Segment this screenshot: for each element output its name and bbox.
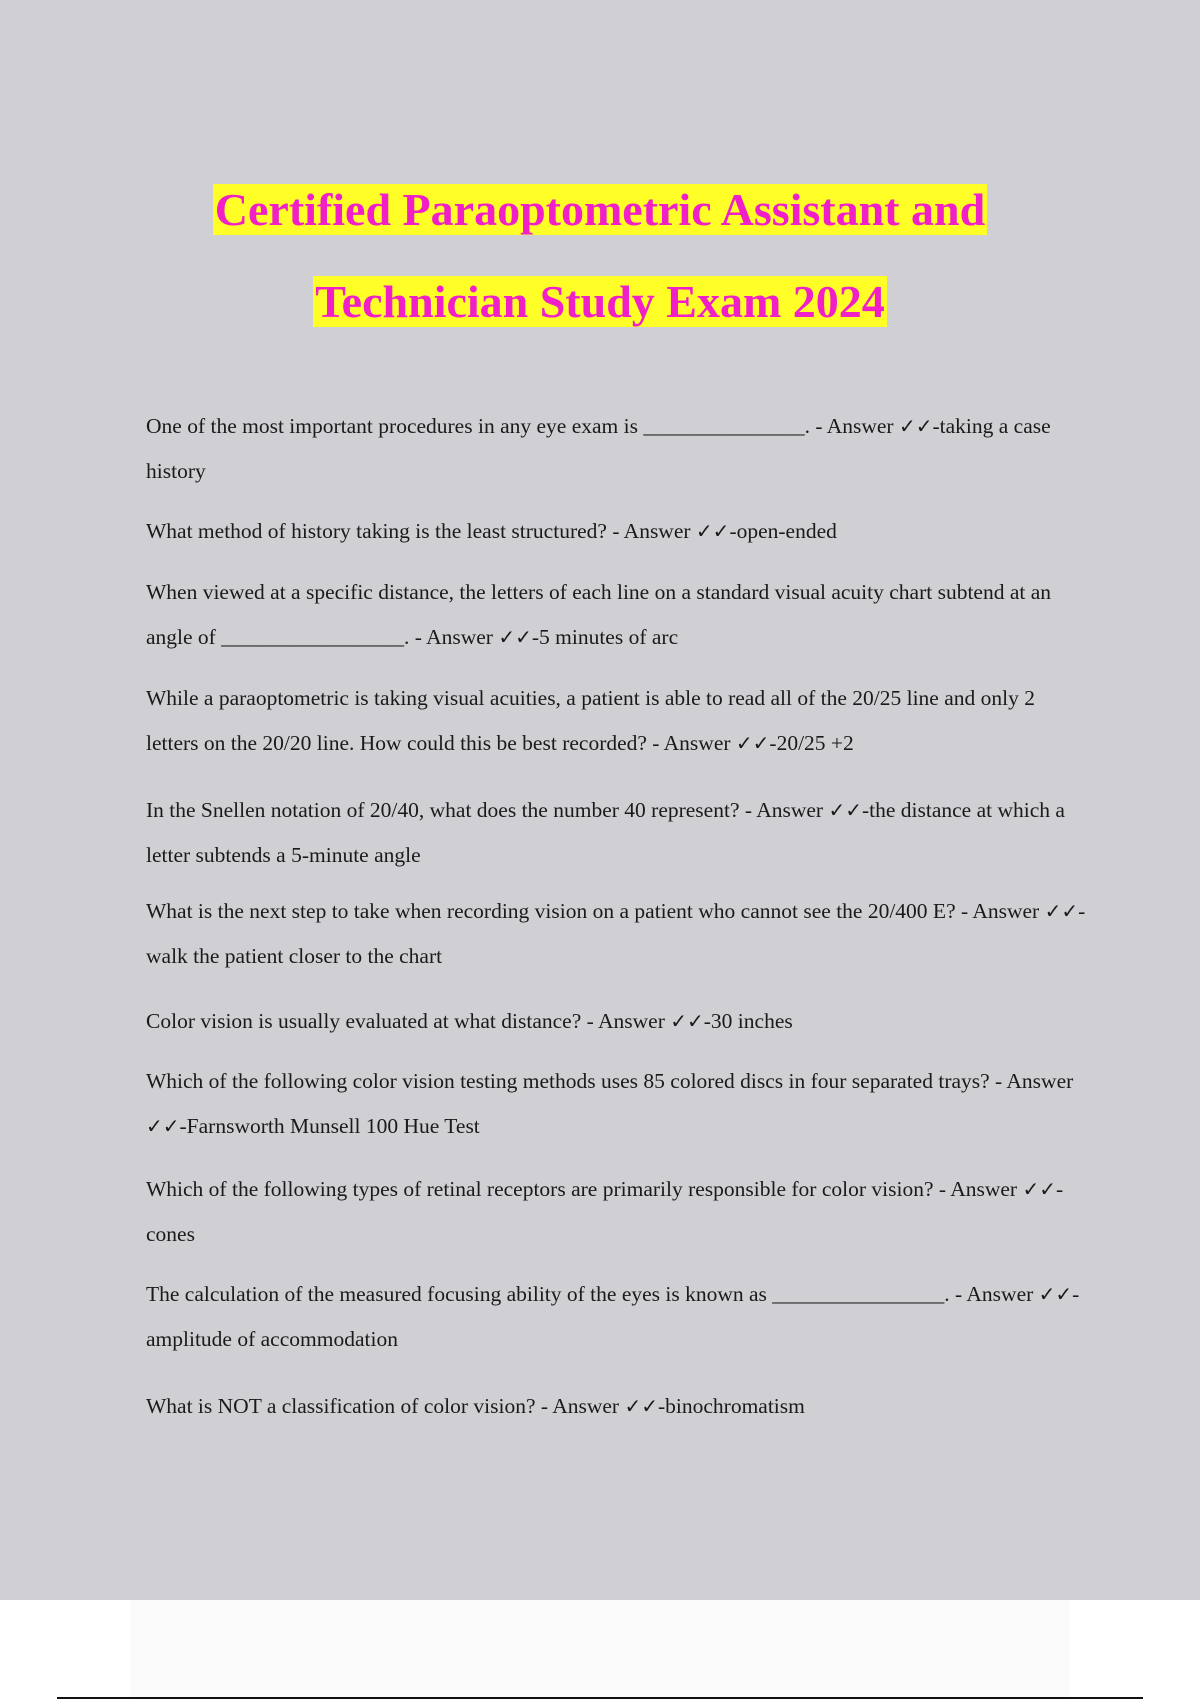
check-icon: ✓✓ [498, 625, 532, 649]
question-text: While a paraoptometric is taking visual acuities, a patient is able to read all of the 20/25 line and only 2 letters on the 20/20 line. How could this be best recorded? - Answer [146, 686, 1035, 755]
footer-shade [130, 1600, 1070, 1700]
answer-text: -cones [146, 1177, 1064, 1246]
qa-item-3 [146, 570, 1086, 660]
qa-item-1 [146, 404, 1086, 494]
check-icon: ✓✓ [898, 414, 933, 438]
check-icon: ✓✓ [624, 1394, 658, 1418]
question-text: Which of the following color vision testing methods uses 85 colored discs in four separated trays? - Answer [146, 1069, 1074, 1093]
check-icon: ✓✓ [828, 798, 862, 822]
check-icon: ✓✓ [1038, 1282, 1073, 1306]
check-icon: ✓✓ [146, 1114, 180, 1138]
answer-text: -Farnsworth Munsell 100 Hue Test [179, 1114, 480, 1138]
question-text: Color vision is usually evaluated at what distance? - Answer [146, 1009, 671, 1033]
answer-text: -walk the patient closer to the chart [146, 899, 1086, 968]
answer-text: -binochromatism [657, 1394, 805, 1418]
answer-text: -taking a case history [146, 414, 1051, 483]
qa-item-6 [146, 889, 1086, 979]
answer-text: -amplitude of accommodation [146, 1282, 1080, 1351]
footer-divider [57, 1697, 1143, 1699]
qa-item-4 [146, 676, 1086, 766]
qa-item-2 [146, 509, 1086, 554]
check-icon: ✓✓ [670, 1009, 704, 1033]
qa-item-8 [146, 1059, 1086, 1149]
answer-text: -open-ended [729, 519, 837, 543]
title-line-2: Technician Study Exam 2024 [315, 276, 885, 327]
qa-item-10 [146, 1272, 1086, 1362]
answer-text: -30 inches [703, 1009, 793, 1033]
qa-item-5 [146, 788, 1086, 878]
question-text: In the Snellen notation of 20/40, what does the number 40 represent? - Answer [146, 798, 829, 822]
check-icon: ✓✓ [1022, 1177, 1056, 1201]
question-text: What is the next step to take when recording vision on a patient who cannot see the 20/400 E? - Answer [146, 899, 1045, 923]
document-title [0, 164, 1200, 348]
question-text: When viewed at a specific distance, the letters of each line on a standard visual acuity chart subtend at an angle of _________________. - Answer [146, 580, 1052, 649]
question-text: The calculation of the measured focusing ability of the eyes is known as ________________. - Answer [146, 1282, 1039, 1306]
check-icon: ✓✓ [735, 731, 770, 755]
qa-item-11 [146, 1384, 1086, 1429]
title-line-1: Certified Paraoptometric Assistant and [214, 184, 986, 235]
qa-item-7 [146, 999, 1086, 1044]
check-icon: ✓✓ [695, 519, 730, 543]
question-text: Which of the following types of retinal receptors are primarily responsible for color vision? - Answer [146, 1177, 1023, 1201]
page-footer-area [0, 1600, 1200, 1700]
answer-text: -5 minutes of arc [531, 625, 679, 649]
question-text: What method of history taking is the least structured? - Answer [146, 519, 696, 543]
answer-text: -the distance at which a letter subtends a 5-minute angle [146, 798, 1065, 867]
question-text: One of the most important procedures in any eye exam is _______________. - Answer [146, 414, 899, 438]
answer-text: -20/25 +2 [769, 731, 854, 755]
question-text: What is NOT a classification of color vision? - Answer [146, 1394, 625, 1418]
check-icon: ✓✓ [1044, 899, 1079, 923]
qa-item-9 [146, 1167, 1086, 1257]
